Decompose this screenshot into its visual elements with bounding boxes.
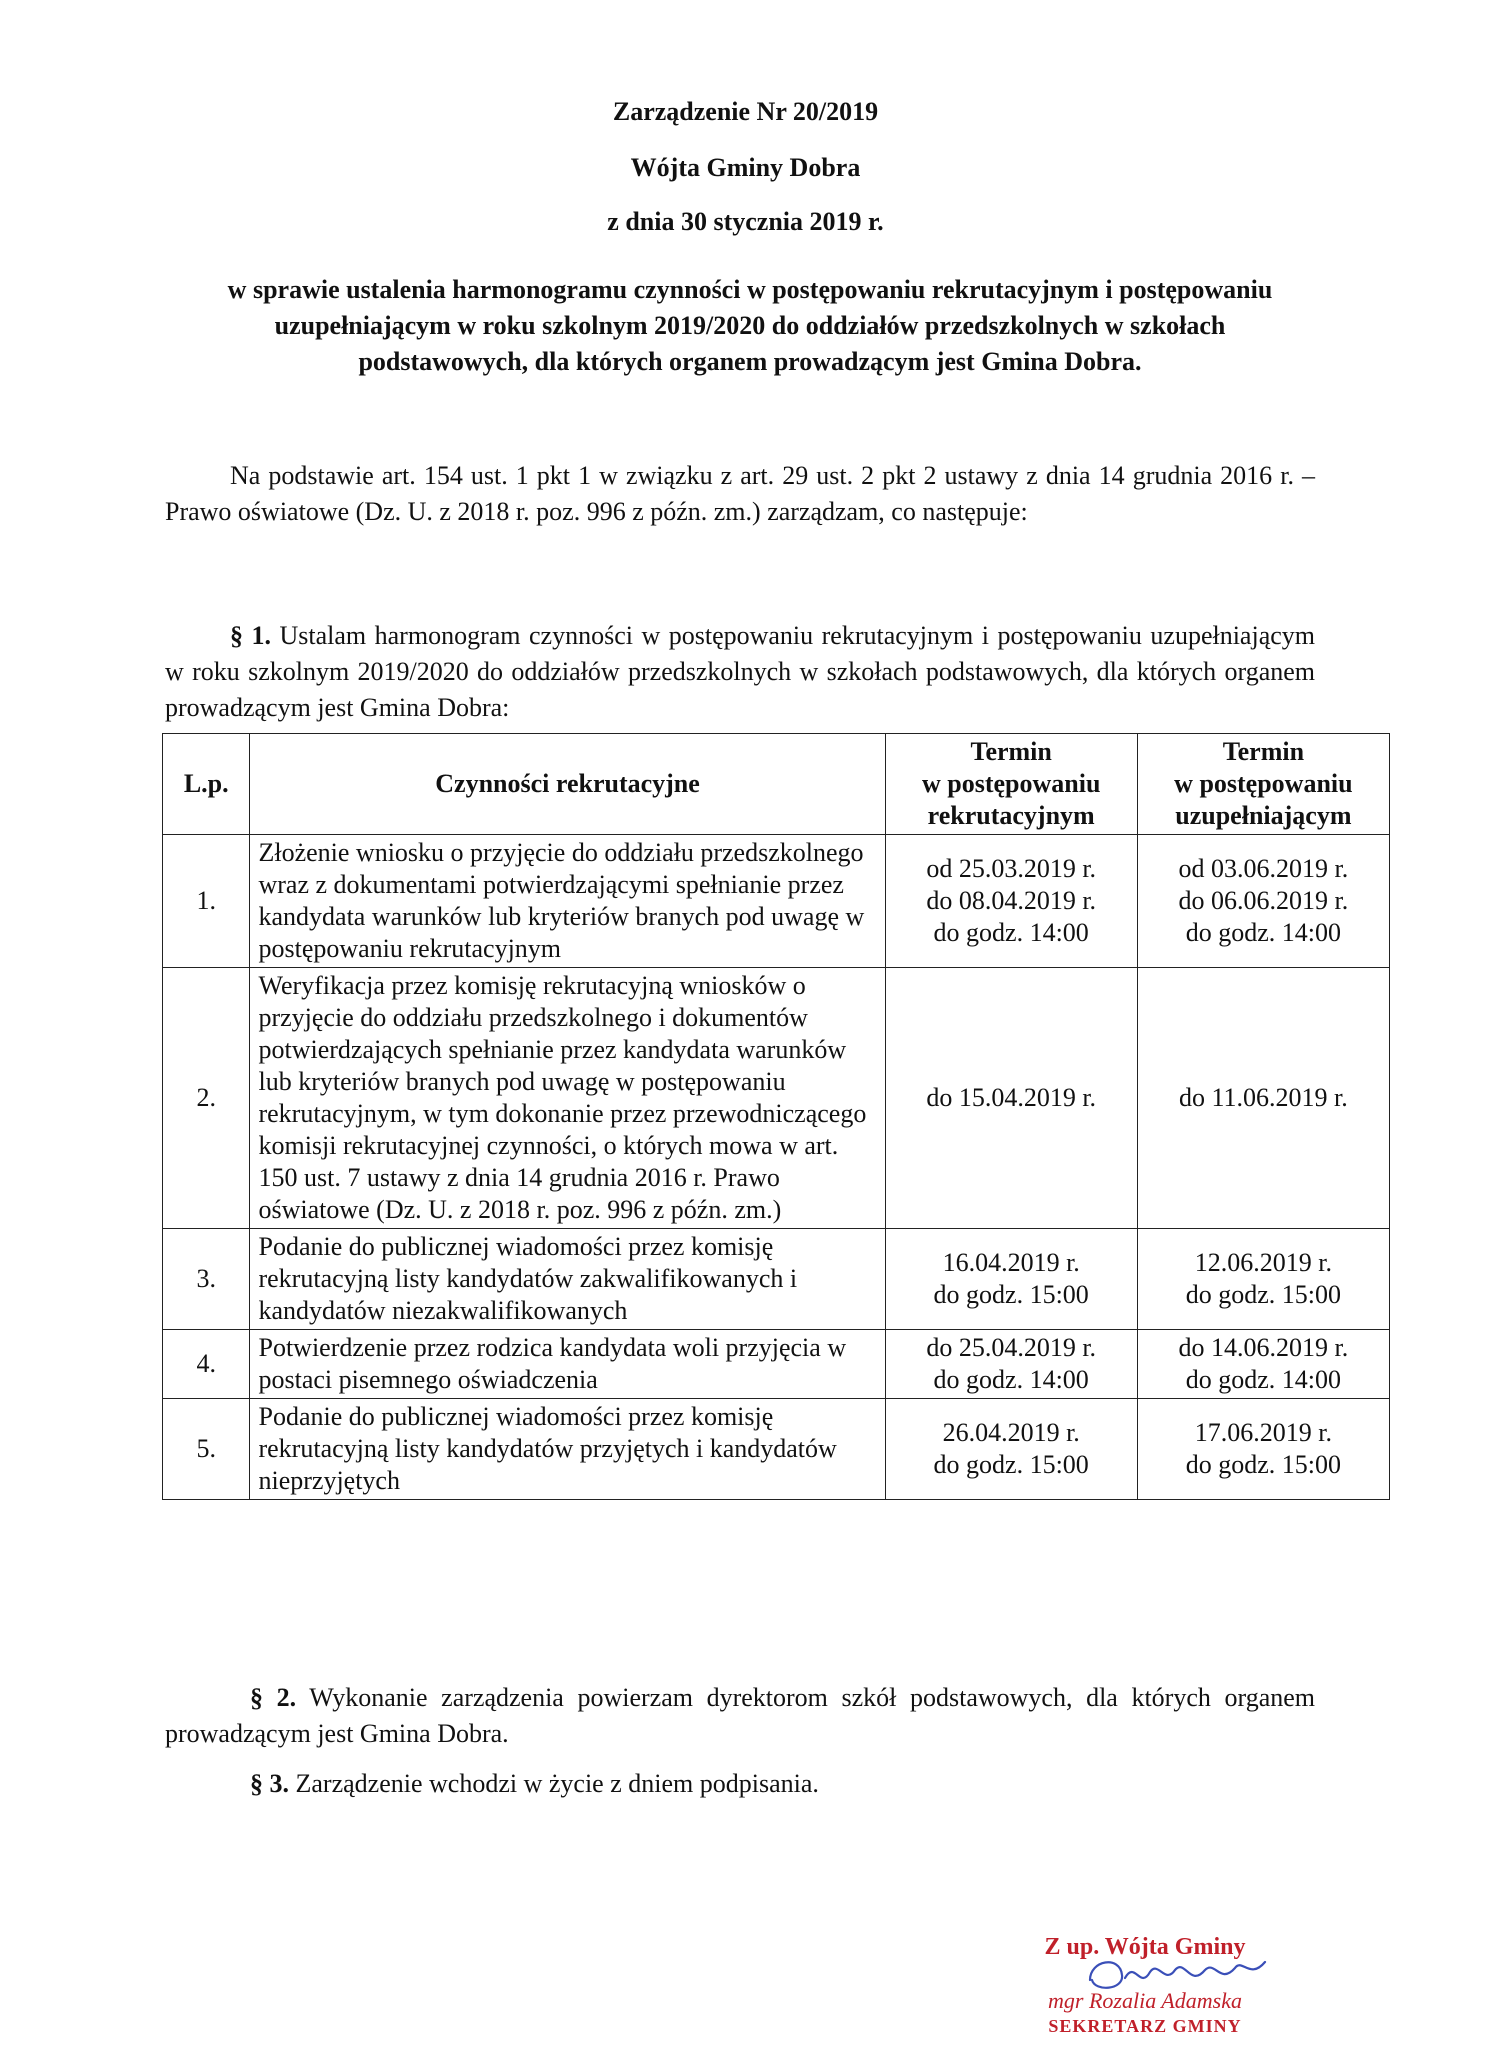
cell-activity: Weryfikacja przez komisję rekrutacyjną wniosków o przyjęcie do oddziału przedszkolnego i dokumentów potwierdzających spełnianie przez kandydata warunków lub kryteriów branych pod uwagę w postępowaniu rekrutacyjnym, w tym dokonanie przez przewodniczącego komisji rekrutacyjnej czynności, o których mowa w art. 150 ust. 7 ustawy z dnia 14 grudnia 2016 r. Prawo oświatowe (Dz. U. z 2018 r. poz. 996 z późn. zm.) xyxy=(250,968,885,1229)
table-row xyxy=(163,1229,1390,1330)
cell-lp: 3. xyxy=(163,1229,250,1330)
cell-term-recruitment xyxy=(885,835,1137,968)
header-lp: L.p. xyxy=(163,734,250,835)
stamp-top-line: Z up. Wójta Gminy xyxy=(1044,1934,1246,1960)
official-stamp xyxy=(985,1932,1305,2038)
cell-lp: 5. xyxy=(163,1399,250,1500)
cell-term-supplementary xyxy=(1137,968,1389,1229)
term-line: 12.06.2019 r. xyxy=(1194,1248,1332,1277)
term-line: do godz. 15:00 xyxy=(933,1280,1089,1309)
cell-activity: Potwierdzenie przez rodzica kandydata woli przyjęcia w postaci pisemnego oświadczenia xyxy=(250,1330,885,1399)
header-term1-line: w postępowaniu xyxy=(921,769,1101,798)
header-term2-line: w postępowaniu xyxy=(1174,769,1353,798)
header-term-recruitment xyxy=(885,734,1137,835)
term-line: do godz. 14:00 xyxy=(933,918,1089,947)
schedule-table xyxy=(162,733,1390,1500)
section-3-mark: § 3. xyxy=(250,1769,289,1798)
document-date: z dnia 30 stycznia 2019 r. xyxy=(607,207,884,236)
document-issuer: Wójta Gminy Dobra xyxy=(630,153,861,182)
term-line: 16.04.2019 r. xyxy=(942,1248,1080,1277)
section-2-text: Wykonanie zarządzenia powierzam dyrektorom szkół podstawowych, dla których organem prowadzącym jest Gmina Dobra. xyxy=(165,1683,1315,1748)
section-3 xyxy=(250,1766,1250,1802)
document-title: Zarządzenie Nr 20/2019 xyxy=(612,97,879,126)
section-2 xyxy=(165,1680,1315,1752)
legal-basis: Na podstawie art. 154 ust. 1 pkt 1 w związku z art. 29 ust. 2 pkt 2 ustawy z dnia 14 grudnia 2016 r. – Prawo oświatowe (Dz. U. z 2018 r. poz. 996 z późn. zm.) zarządzam, co następuje: xyxy=(165,461,1315,526)
header-term1-line: Termin xyxy=(970,737,1052,766)
header-term1-line: rekrutacyjnym xyxy=(927,801,1095,830)
term-line: do godz. 15:00 xyxy=(1185,1280,1342,1309)
header-term-supplementary xyxy=(1137,734,1389,835)
table-row xyxy=(163,1399,1390,1500)
cell-term-supplementary xyxy=(1137,1399,1389,1500)
section-1 xyxy=(165,618,1315,726)
cell-activity: Podanie do publicznej wiadomości przez komisję rekrutacyjną listy kandydatów przyjętych i kandydatów nieprzyjętych xyxy=(250,1399,885,1500)
section-1-mark: § 1. xyxy=(230,621,271,650)
cell-activity: Podanie do publicznej wiadomości przez komisję rekrutacyjną listy kandydatów zakwalifikowanych i kandydatów niezakwalifikowanych xyxy=(250,1229,885,1330)
term-line: do 06.06.2019 r. xyxy=(1178,886,1349,915)
table-header-row xyxy=(163,734,1390,835)
term-line: do 14.06.2019 r. xyxy=(1178,1333,1349,1362)
cell-activity: Złożenie wniosku o przyjęcie do oddziału przedszkolnego wraz z dokumentami potwierdzającymi spełnianie przez kandydata warunków lub kryteriów branych pod uwagę w postępowaniu rekrutacyjnym xyxy=(250,835,885,968)
term-line: do 11.06.2019 r. xyxy=(1179,1083,1348,1112)
term-line: do godz. 15:00 xyxy=(1185,1450,1342,1479)
term-line: 26.04.2019 r. xyxy=(942,1418,1080,1447)
header-activity: Czynności rekrutacyjne xyxy=(250,734,885,835)
term-line: do godz. 14:00 xyxy=(1185,1365,1342,1394)
section-1-text: Ustalam harmonogram czynności w postępowaniu rekrutacyjnym i postępowaniu uzupełniającym w roku szkolnym 2019/2020 do oddziałów przedszkolnych w szkołach podstawowych, dla których organem prowadzącym jest Gmina Dobra: xyxy=(165,621,1315,722)
section-2-mark: § 2. xyxy=(250,1683,297,1712)
term-line: do 15.04.2019 r. xyxy=(926,1083,1097,1112)
term-line: do godz. 14:00 xyxy=(1185,918,1342,947)
section-3-text: Zarządzenie wchodzi w życie z dniem podpisania. xyxy=(289,1769,819,1798)
header-term2-line: Termin xyxy=(1222,737,1305,766)
cell-lp: 4. xyxy=(163,1330,250,1399)
term-line: od 03.06.2019 r. xyxy=(1178,854,1349,883)
table-row xyxy=(163,835,1390,968)
stamp-role: SEKRETARZ GMINY xyxy=(1048,2016,1242,2036)
term-line: 17.06.2019 r. xyxy=(1194,1418,1332,1447)
document-subject: w sprawie ustalenia harmonogramu czynności w postępowaniu rekrutacyjnym i postępowaniu uzupełniającym w roku szkolnym 2019/2020 do oddziałów przedszkolnych w szkołach podstawowych, dla których organem prowadzącym jest Gmina Dobra. xyxy=(227,275,1273,376)
term-line: od 25.03.2019 r. xyxy=(926,854,1097,883)
table-row xyxy=(163,968,1390,1229)
cell-term-recruitment xyxy=(885,968,1137,1229)
cell-term-supplementary xyxy=(1137,835,1389,968)
cell-term-recruitment xyxy=(885,1229,1137,1330)
cell-lp: 1. xyxy=(163,835,250,968)
cell-term-recruitment xyxy=(885,1399,1137,1500)
cell-lp: 2. xyxy=(163,968,250,1229)
term-line: do godz. 14:00 xyxy=(933,1365,1089,1394)
term-line: do 25.04.2019 r. xyxy=(926,1333,1097,1362)
cell-term-recruitment xyxy=(885,1330,1137,1399)
table-row xyxy=(163,1330,1390,1399)
header-term2-line: uzupełniającym xyxy=(1175,801,1352,830)
cell-term-supplementary xyxy=(1137,1229,1389,1330)
term-line: do godz. 15:00 xyxy=(933,1450,1089,1479)
stamp-name: mgr Rozalia Adamska xyxy=(1048,1988,1242,2013)
term-line: do 08.04.2019 r. xyxy=(926,886,1097,915)
cell-term-supplementary xyxy=(1137,1330,1389,1399)
